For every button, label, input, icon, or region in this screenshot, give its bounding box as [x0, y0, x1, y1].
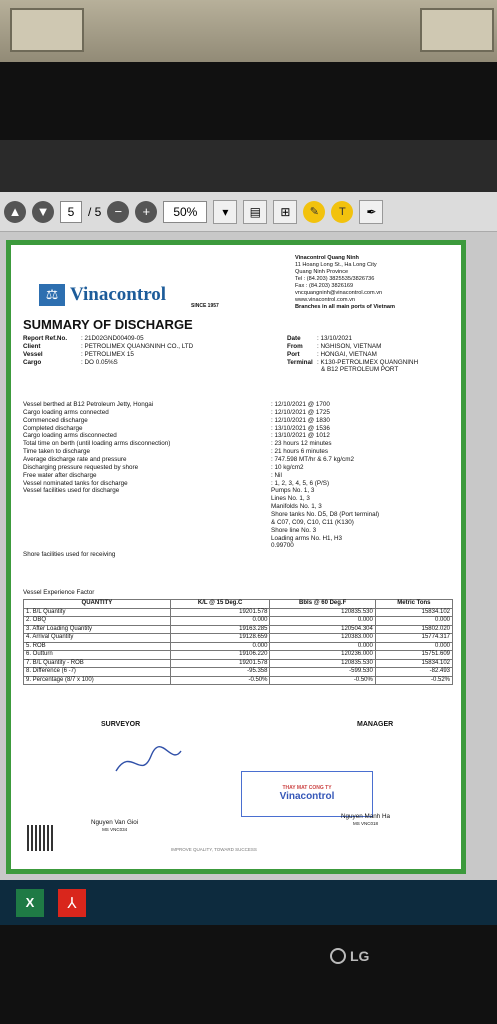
cell: 6. Outturn	[24, 651, 171, 660]
cell: -0.50%	[270, 676, 375, 685]
company-line: www.vinacontrol.com.vn	[295, 296, 355, 303]
event-value: Lines No. 1, 3	[271, 495, 310, 503]
table-row	[24, 625, 453, 634]
field-label: From	[287, 342, 303, 350]
cell: 15774.317	[375, 634, 452, 643]
cell: 4. Arrival Quantity	[24, 634, 171, 643]
column-header: K/L @ 15 Deg.C	[170, 600, 270, 609]
cell: 1. B/L Quantity	[24, 608, 171, 617]
comment-icon[interactable]: ✎	[303, 201, 325, 223]
page-total: / 5	[88, 204, 102, 219]
wall-frame-left	[10, 8, 84, 52]
table-row	[24, 668, 453, 677]
cell: -95.358	[170, 668, 270, 677]
company-line: vncquangninh@vinacontrol.com.vn	[295, 289, 383, 296]
table-row	[24, 642, 453, 651]
cell: 19163.285	[170, 625, 270, 634]
cell: -0.50%	[170, 676, 270, 685]
vinacontrol-logo	[39, 283, 166, 307]
pdf-toolbar	[0, 192, 497, 232]
surveyor-id: MS VNC034	[102, 826, 128, 832]
cell: 120835.530	[270, 608, 375, 617]
monitor-logo	[330, 948, 369, 964]
event-label: Vessel berthed at B12 Petroleum Jetty, Hongai	[23, 401, 154, 408]
table-row	[24, 659, 453, 668]
column-header: Bbls @ 60 Deg.F	[270, 600, 375, 609]
event-label: Average discharge rate and pressure	[23, 456, 127, 464]
zoom-in-icon[interactable]: +	[135, 201, 157, 223]
document-viewport	[0, 232, 497, 880]
event-value: : 12/10/2021 @ 1700	[271, 401, 330, 408]
taskbar	[0, 880, 497, 925]
company-line: Branches in all main ports of Vietnam	[295, 303, 395, 310]
monitor-brand: LG	[350, 948, 370, 964]
shore-line: Loading arms No. H1, H3	[271, 534, 343, 542]
surveyor-name: Nguyen Van Gioi	[91, 819, 139, 826]
company-block	[295, 255, 471, 311]
field-label: Date	[287, 335, 301, 342]
cell: 19201.578	[170, 659, 270, 668]
vef-value: 0.99700	[271, 542, 294, 550]
cell: 120504.304	[270, 625, 375, 634]
cell: 19106.220	[170, 651, 270, 660]
field-label: Report Ref.No.	[23, 335, 68, 342]
table-row	[24, 617, 453, 626]
field-value: : NGHISON, VIETNAM	[317, 342, 382, 350]
excel-icon[interactable]: X	[16, 889, 44, 917]
cell: 0.000	[270, 642, 375, 651]
window-titlebar-area	[0, 140, 497, 192]
manager-id: MS VNC018	[353, 820, 379, 826]
cell: 0.000	[375, 642, 452, 651]
table-row	[24, 676, 453, 685]
field-label: Port	[287, 350, 300, 358]
field-value: & B12 PETROLEUM PORT	[321, 366, 399, 374]
event-value: Pumps No. 1, 3	[271, 487, 315, 495]
cell: 19201.578	[170, 608, 270, 617]
event-label: Cargo loading arms connected	[23, 408, 109, 416]
company-line: Tel : (84.203) 3825535/3826736	[295, 275, 375, 282]
cell: 120383.000	[270, 634, 375, 643]
cell: 8. Difference (6 -7)	[24, 668, 171, 677]
column-header: QUANTITY	[24, 600, 171, 609]
company-line: 11 Hoang Long St., Ha Long City	[295, 261, 377, 268]
table-row	[24, 634, 453, 643]
stamp-brand: Vinacontrol	[279, 790, 335, 802]
cell: 0.000	[375, 617, 452, 626]
sign-icon[interactable]: ✒	[359, 200, 383, 224]
event-value: : 12/10/2021 @ 1725	[271, 408, 330, 416]
field-label: Terminal	[287, 358, 313, 366]
table-row	[24, 608, 453, 617]
field-value: : HONGAI, VIETNAM	[317, 350, 377, 358]
events-values	[271, 401, 379, 550]
cell: 15834.102	[375, 659, 452, 668]
lg-circle-icon	[330, 948, 346, 964]
event-label: Time taken to discharge	[23, 448, 90, 456]
field-value: : PETROLIMEX 15	[81, 350, 134, 358]
footer-motto: IMPROVE QUALITY, TOWARD SUCCESS	[171, 847, 257, 852]
qr-code	[27, 825, 53, 851]
cell: 5. ROB	[24, 642, 171, 651]
prev-page-icon[interactable]: ▲	[4, 201, 26, 223]
event-value: : 747.598 MT/hr & 6.7 kg/cm2	[271, 456, 354, 464]
header-right	[287, 335, 418, 374]
event-label: Free water after discharge	[23, 471, 97, 479]
table-header-row	[24, 600, 453, 609]
event-value: : 10 kg/cm2	[271, 463, 304, 471]
event-value: : Nil	[271, 471, 282, 479]
document-title: SUMMARY OF DISCHARGE	[23, 317, 193, 332]
table-row	[24, 651, 453, 660]
stamp-caption: THAY MAT CONG TY	[282, 784, 332, 791]
cell: 15802.020	[375, 625, 452, 634]
cell: -82.493	[375, 668, 452, 677]
surveyor-signature	[111, 741, 191, 781]
surveyor-block	[91, 819, 138, 832]
cell: 15751.609	[375, 651, 452, 660]
manager-label: MANAGER	[357, 721, 394, 728]
event-label: Discharging pressure requested by shore	[23, 463, 139, 471]
quantity-table	[23, 599, 453, 685]
event-value: : 13/10/2021 @ 1536	[271, 424, 330, 432]
cell: -0.52%	[375, 676, 452, 685]
highlight-icon[interactable]: T	[331, 201, 353, 223]
cell: 0.000	[270, 617, 375, 626]
event-value: : 12/10/2021 @ 1830	[271, 416, 330, 424]
company-line: Vinacontrol Quang Ninh	[295, 255, 359, 261]
cell: 19128.659	[170, 634, 270, 643]
field-value: : 21D02GND00409-05	[81, 335, 144, 342]
field-value: : PETROLIMEX QUANGNINH CO., LTD	[81, 342, 194, 350]
next-page-icon[interactable]: ▼	[32, 201, 54, 223]
surveyor-label: SURVEYOR	[101, 721, 141, 728]
field-value: : 13/10/2021	[317, 335, 353, 342]
field-label: Client	[23, 342, 41, 350]
zoom-out-icon[interactable]: −	[107, 201, 129, 223]
event-value: : 1, 2, 3, 4, 5, 6 (P/S)	[271, 479, 330, 487]
fit-width-icon[interactable]: ⊞	[273, 200, 297, 224]
pdf-reader-icon[interactable]: ⅄	[58, 889, 86, 917]
event-label: Cargo loading arms disconnected	[23, 432, 117, 440]
field-label: Cargo	[23, 358, 42, 366]
background-wall	[0, 0, 497, 70]
cell: 7. B/L Quantity - ROB	[24, 659, 171, 668]
event-value: : 23 hours 12 minutes	[271, 440, 332, 448]
event-value: : 21 hours 6 minutes	[271, 448, 329, 456]
event-value: Manifolds No. 1, 3	[271, 503, 322, 511]
shore-label: Shore facilities used for receiving	[23, 551, 116, 558]
page-number-input[interactable]: 5	[60, 201, 82, 223]
shore-line: & C07, C09, C10, C11 (K130)	[271, 518, 354, 526]
cell: 15834.102	[375, 608, 452, 617]
vef-label: Vessel Experience Factor	[23, 589, 95, 596]
event-label: Vessel facilities used for discharge	[23, 487, 120, 495]
document-page	[6, 240, 466, 874]
field-value: : K130-PETROLIMEX QUANGNINH	[317, 358, 419, 366]
header-left	[23, 335, 193, 366]
brand-name: Vinacontrol	[70, 284, 167, 305]
shore-line: Shore line No. 3	[271, 526, 317, 534]
zoom-dropdown-icon[interactable]: ▾	[213, 200, 237, 224]
event-label: Total time on berth (until loading arms disconnection)	[23, 440, 171, 448]
cell: 0.000	[170, 617, 270, 626]
manager-block	[341, 813, 390, 826]
column-header: Metric Tons	[375, 600, 452, 609]
scales-icon: ⚖	[39, 284, 65, 306]
event-label: Commenced discharge	[23, 416, 88, 424]
company-line: Quang Ninh Province	[295, 268, 349, 275]
manager-name: Nguyen Manh Ha	[341, 813, 391, 820]
event-label: Vessel nominated tanks for discharge	[23, 479, 128, 487]
events-labels	[23, 401, 170, 495]
event-label: Completed discharge	[23, 424, 83, 432]
company-line: Fax : (84.203) 3826169	[295, 282, 354, 289]
cell: 0.000	[170, 642, 270, 651]
field-label: Vessel	[23, 350, 43, 358]
zoom-level-select[interactable]: 50%	[163, 201, 207, 223]
cell: 2. OBQ	[24, 617, 171, 626]
field-value: : DO 0.05%S	[81, 358, 118, 366]
since-label: SINCE 1957	[191, 303, 219, 309]
event-value: : 13/10/2021 @ 1012	[271, 432, 330, 440]
company-stamp	[241, 771, 373, 817]
cell: -599.530	[270, 668, 375, 677]
cell: 3. After Loading Quantity	[24, 625, 171, 634]
wall-frame-right	[420, 8, 494, 52]
cell: 120236.000	[270, 651, 375, 660]
fit-page-icon[interactable]: ▤	[243, 200, 267, 224]
shore-line: Shore tanks No. D5, D8 (Port terminal)	[271, 511, 380, 519]
cell: 120835.530	[270, 659, 375, 668]
cell: 9. Percentage (8/7 x 100)	[24, 676, 171, 685]
